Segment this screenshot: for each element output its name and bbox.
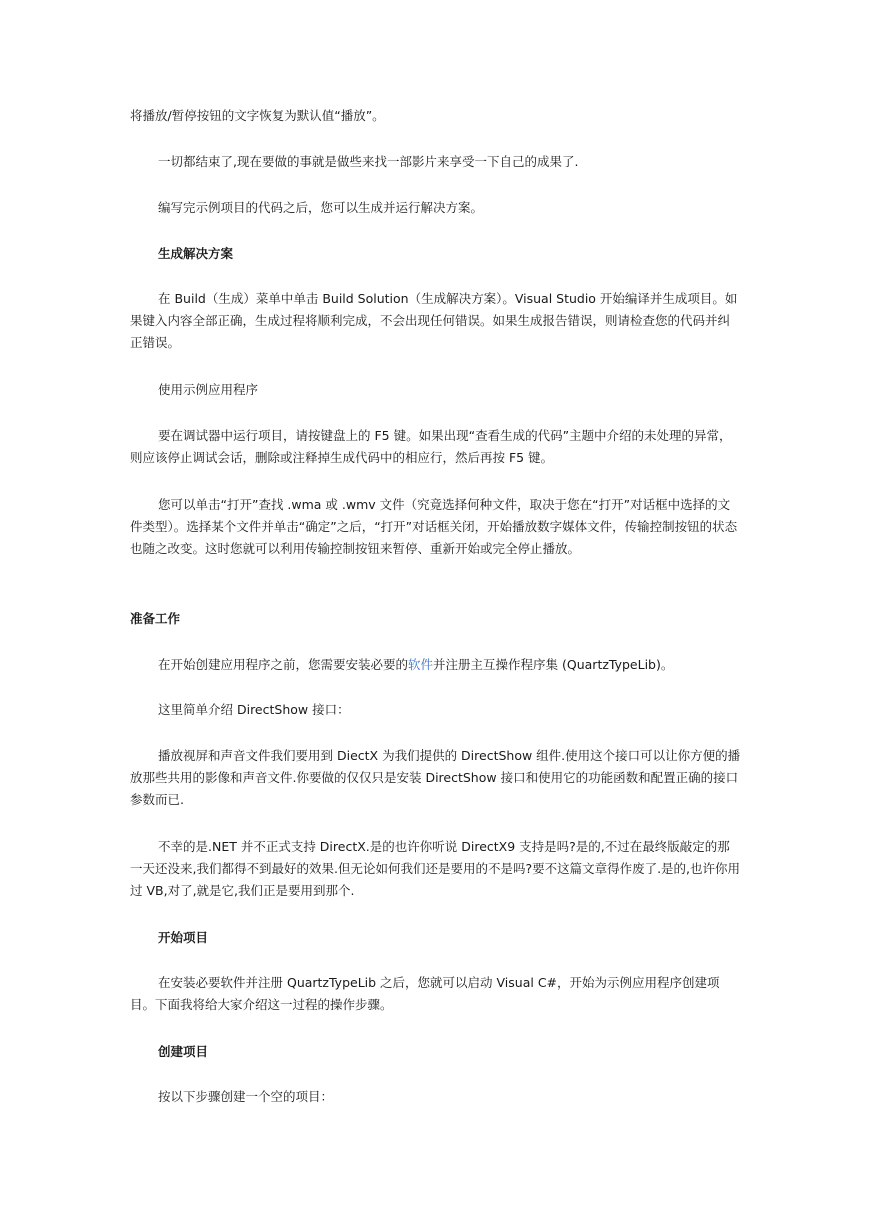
- paragraph-build-run: 编写完示例项目的代码之后，您可以生成并运行解决方案。: [158, 200, 484, 215]
- paragraph-restore-play-label: 将播放/暂停按钮的文字恢复为默认值“播放”。: [130, 108, 385, 123]
- software-link[interactable]: 软件: [408, 657, 434, 672]
- paragraph-directshow-usage: 播放视屏和声音文件我们要用到 DiectX 为我们提供的 DirectShow 组件.使用这个接口可以让你方便的播放那些共用的影像和声音文件.你要做的仅仅只是安装 DirectShow 接口和使用它的功能函数和配置正确的接口参数而已.: [130, 748, 741, 807]
- install-text-before: 在开始创建应用程序之前，您需要安装必要的: [158, 657, 409, 672]
- paragraph-dotnet-directx: 不幸的是.NET 并不正式支持 DirectX.是的也许你听说 DirectX9 支持是吗?是的,不过在最终版敲定的那一天还没来,我们都得不到最好的效果.但无论如何我们还是要用的不是吗?要不这篇文章得作废了.是的,也许你用过 VB,对了,就是它,我们正是要用到那个.: [130, 839, 741, 898]
- paragraph-create-steps: 按以下步骤创建一个空的项目：: [158, 1089, 334, 1104]
- heading-preparation: 准备工作: [130, 611, 181, 626]
- paragraph-open-media: 您可以单击“打开”查找 .wma 或 .wmv 文件（究竟选择何种文件，取决于您在“打开”对话框中选择的文件类型）。选择某个文件并单击“确定”之后，“打开”对话框关闭，开始播放数字媒体文件，传输控制按钮的状态也随之改变。这时您就可以利用传输控制按钮来暂停、重新开始或完全停止播放。: [130, 497, 738, 556]
- paragraph-install-software: [130, 654, 742, 676]
- heading-start-project: 开始项目: [158, 930, 209, 945]
- paragraph-build-instructions: 在 Build（生成）菜单中单击 Build Solution（生成解决方案）。Visual Studio 开始编译并生成项目。如果键入内容全部正确，生成过程将顺利完成，不会出现任何错误。如果生成报告错误，则请检查您的代码并纠正错误。: [130, 291, 738, 350]
- heading-create-project: 创建项目: [158, 1044, 209, 1059]
- heading-use-sample-app: 使用示例应用程序: [158, 382, 259, 397]
- paragraph-debug-run: 要在调试器中运行项目，请按键盘上的 F5 键。如果出现“查看生成的代码”主题中介绍的未处理的异常，则应该停止调试会话，删除或注释掉生成代码中的相应行，然后再按 F5 键。: [130, 428, 732, 465]
- paragraph-directshow-intro: 这里简单介绍 DirectShow 接口：: [158, 702, 350, 717]
- paragraph-enjoy-result: 一切都结束了,现在要做的事就是做些来找一部影片来享受一下自己的成果了.: [158, 154, 579, 169]
- paragraph-start-visual-csharp: 在安装必要软件并注册 QuartzTypeLib 之后，您就可以启动 Visual C#，开始为示例应用程序创建项目。下面我将给大家介绍这一过程的操作步骤。: [130, 975, 720, 1012]
- install-text-after: 并注册主互操作程序集 (QuartzTypeLib)。: [433, 657, 674, 672]
- heading-build-solution: 生成解决方案: [158, 246, 234, 261]
